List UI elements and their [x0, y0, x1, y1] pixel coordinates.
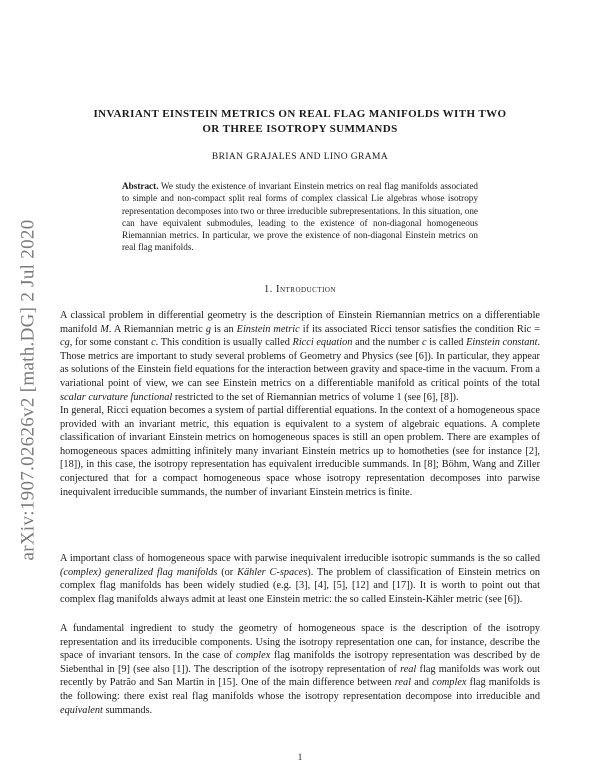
page-number: 1: [297, 752, 303, 762]
paragraph-4: [60, 622, 540, 717]
p4-text: A fundamental ingredient to study the geometry of homogeneous space is the description of the isotropy representation and its irreducible components. Using the isotropy representation one can, for instance, describe the space of invariant tensors. In the case of: [60, 623, 540, 662]
abstract-heading: Abstract.: [122, 181, 159, 191]
title-line-2: OR THREE ISOTROPY SUMMANDS: [202, 123, 398, 135]
p3-text: (or: [217, 566, 238, 578]
p1-math: g: [205, 323, 211, 335]
p4-emphasis: real: [400, 663, 417, 675]
p1-emphasis: Ricci equation: [292, 337, 353, 349]
p1-text: if its associated Ricci tensor satisfies the condition Ric =: [299, 323, 540, 335]
p1-emphasis: Einstein constant: [466, 337, 538, 349]
p4-text: and: [410, 677, 433, 689]
paragraph-3: [60, 552, 540, 606]
section-number: 1.: [263, 284, 273, 295]
p1-text: . This condition is usually called: [155, 337, 293, 349]
p1-math: c: [422, 337, 427, 349]
section-heading: [60, 284, 540, 295]
p4-emphasis: real: [394, 677, 411, 689]
paper-title: [60, 107, 540, 137]
p4-emphasis: complex: [432, 677, 467, 689]
p1-emphasis: scalar curvature functional: [60, 391, 173, 403]
p1-text: A classical problem in differential geometry is the description of Einstein Riemannian metrics on a differentiable manifold: [60, 310, 540, 335]
p1-text: , for some constant: [69, 337, 152, 349]
p4-emphasis: complex: [236, 650, 271, 662]
paragraph-2: [60, 404, 540, 499]
p1-text: is an: [210, 323, 237, 335]
p1-math: M: [100, 323, 109, 335]
p1-math: c: [151, 337, 156, 349]
p4-text: flag manifolds the isotropy representation was described by de Siebenthal in [9] (see also [1]). The description of the isotropy representation of: [60, 650, 540, 675]
p4-text: flag manifolds was work out recently by Patrão and San Martin in [15]. One of the main difference between: [60, 663, 540, 689]
p3-emphasis: Kähler C-spaces: [237, 566, 308, 578]
title-line-1: INVARIANT EINSTEIN METRICS ON REAL FLAG MANIFOLDS WITH TWO: [93, 108, 507, 120]
p4-text: summands.: [102, 704, 153, 716]
p3-text: ). The problem of classification of Einstein metrics on complex flag manifolds has been widely studied (e.g. [3], [4], [5], [12] and [17]). It is worth to point out that complex flag manifolds always admit at least one Einstein metric: the so called Einstein-Kähler metric (see [6]).: [60, 566, 540, 605]
arxiv-identifier[interactable]: arXiv:1907.02626v2 [math.DG] 2 Jul 2020: [17, 219, 38, 561]
p1-text: and the number: [352, 337, 423, 349]
p1-text: . A Riemannian metric: [108, 323, 206, 335]
p1-math: cg: [60, 337, 70, 349]
section-title: Introduction: [275, 284, 337, 295]
paper-authors: BRIAN GRAJALES AND LINO GRAMA: [211, 152, 389, 162]
p3-emphasis: (complex) generalized flag manifolds: [60, 566, 218, 578]
p1-emphasis: Einstein metric: [236, 323, 300, 335]
p3-text: A important class of homogeneous space with parwise inequivalent irreducible isotropic summands is the so called: [60, 553, 540, 564]
abstract-text: We study the existence of invariant Einstein metrics on real flag manifolds associated to simple and non-compact split real forms of complex classical Lie algebras whose isotropy representation decomposes into two or three irreducible subrepresentations. In this situation, one can have equivalent submodules, leading to the existence of non-diagonal homogeneous Riemannian metrics. In particular, we prove the existence of non-diagonal Einstein metrics on real flag manifolds.: [122, 181, 478, 253]
p1-text: restricted to the set of Riemannian metrics of volume 1 (see [6], [8]).: [172, 391, 459, 403]
p4-emphasis: equivalent: [60, 704, 103, 716]
p4-text: flag manifolds is the following: there exist real flag manifolds whose the isotropy representation decompose into irreducible and: [60, 677, 540, 702]
p1-text: is called: [426, 337, 467, 349]
p1-text: . Those metrics are important to study several problems of Geometry and Physics (see [6]). In particular, they appear as solutions of the Einstein field equations for the interaction between gravity and space-time in the vacuum. From a variational point of view, we can see Einstein metrics on a differentiable manifold as critical points of the total: [60, 337, 541, 389]
arxiv-stamp: [6, 180, 50, 600]
p2-text: In general, Ricci equation becomes a system of partial differential equations. In the context of a homogeneous space provided with an invariant metric, this equation is equivalent to a system of algebraic equations. A complete classification of invariant Einstein metrics on homogeneous spaces is still an open problem. There are examples of homogeneous spaces admitting infinitely many invariant Einstein metrics up to homotheties (see for instance [2], [18]), in this case, the isotropy representation has equivalent irreducible summands. In [8]; Böhm, Wang and Ziller conjectured that for a compact homogeneous space whose isotropy representation decomposes into parwise inequivalent irreducible summands, the number of invariant Einstein metrics is finite.: [60, 405, 540, 498]
abstract: [122, 180, 478, 254]
paragraph-1: [60, 309, 540, 404]
